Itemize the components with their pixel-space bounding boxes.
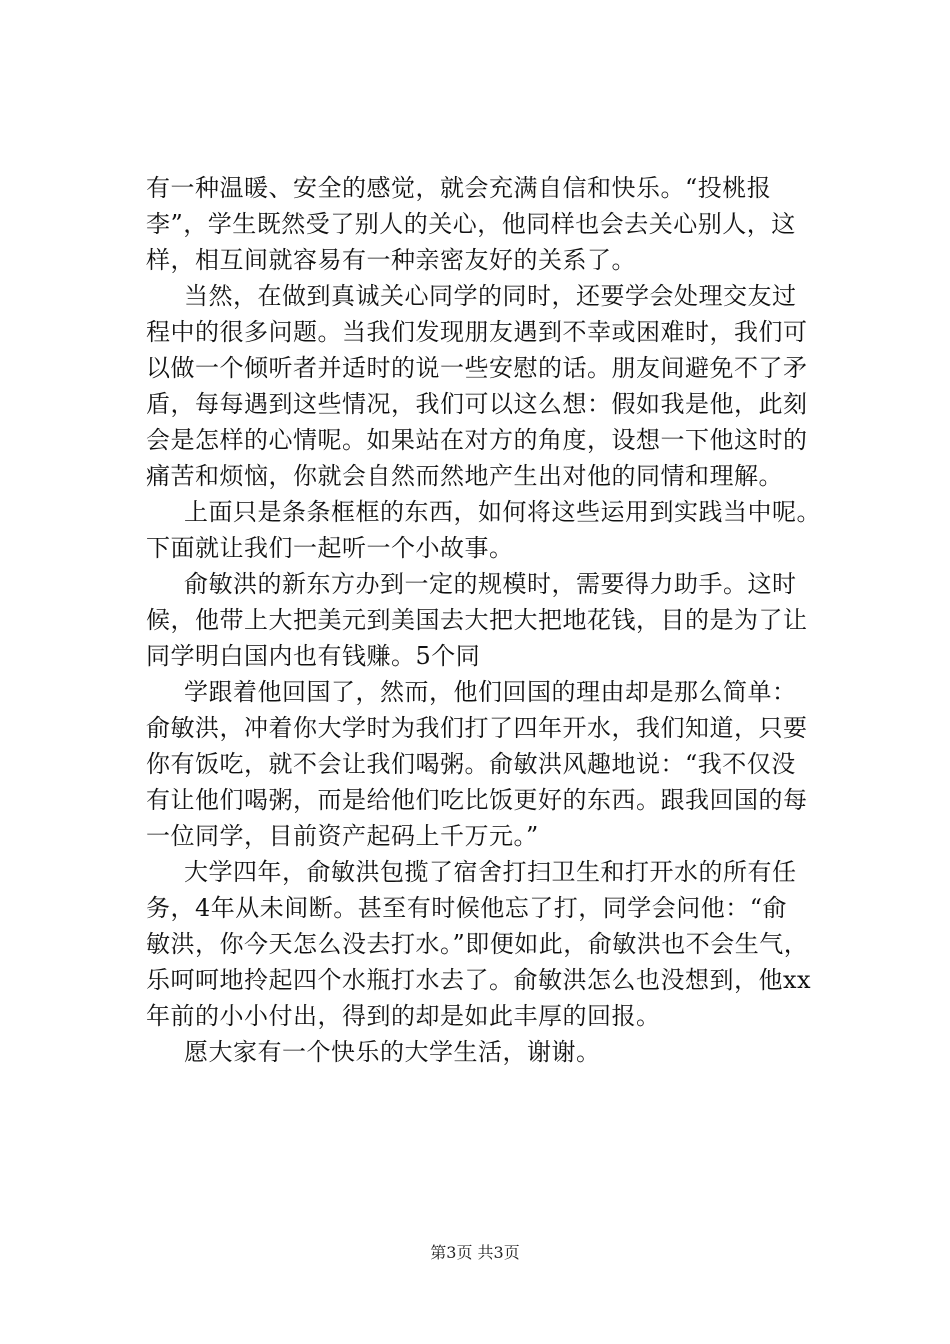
text-line: 上面只是条条框框的东西，如何将这些运用到实践当中呢。 — [184, 498, 821, 526]
page-footer: 第3页 共3页 — [430, 1243, 520, 1262]
text-line: 俞敏洪的新东方办到一定的规模时，需要得力助手。这时 — [184, 570, 797, 598]
body-text — [146, 170, 846, 1070]
text-line: 乐呵呵地拎起四个水瓶打水去了。俞敏洪怎么也没想到，他xx — [146, 966, 812, 994]
text-line: 当然，在做到真诚关心同学的同时，还要学会处理交友过 — [184, 282, 797, 310]
text-line: 下面就让我们一起听一个小故事。 — [146, 534, 514, 562]
text-line: 务，4年从未间断。甚至有时候他忘了打，同学会问他：“俞 — [146, 894, 788, 922]
text-line: 有让他们喝粥，而是给他们吃比饭更好的东西。跟我回国的每 — [146, 786, 808, 814]
text-line: 大学四年，俞敏洪包揽了宿舍打扫卫生和打开水的所有任 — [184, 858, 797, 886]
text-line: 一位同学，目前资产起码上千万元。” — [146, 822, 539, 850]
text-line: 样，相互间就容易有一种亲密友好的关系了。 — [146, 246, 636, 274]
text-line: 程中的很多问题。当我们发现朋友遇到不幸或困难时，我们可 — [146, 318, 808, 346]
text-line: 有一种温暖、安全的感觉，就会充满自信和快乐。“投桃报 — [146, 174, 772, 202]
text-line: 同学明白国内也有钱赚。5个同 — [146, 642, 481, 670]
text-line: 李”，学生既然受了别人的关心，他同样也会去关心别人，这 — [146, 210, 796, 238]
text-line: 盾，每每遇到这些情况，我们可以这么想：假如我是他，此刻 — [146, 390, 808, 418]
text-line: 会是怎样的心情呢。如果站在对方的角度，设想一下他这时的 — [146, 426, 808, 454]
text-line: 你有饭吃，就不会让我们喝粥。俞敏洪风趣地说：“我不仅没 — [146, 750, 796, 778]
text-line: 年前的小小付出，得到的却是如此丰厚的回报。 — [146, 1002, 661, 1030]
text-line: 学跟着他回国了，然而，他们回国的理由却是那么简单： — [184, 678, 797, 706]
text-line: 以做一个倾听者并适时的说一些安慰的话。朋友间避免不了矛 — [146, 354, 808, 382]
text-line: 俞敏洪，冲着你大学时为我们打了四年开水，我们知道，只要 — [146, 714, 808, 742]
text-line: 候，他带上大把美元到美国去大把大把地花钱，目的是为了让 — [146, 606, 808, 634]
text-line: 痛苦和烦恼，你就会自然而然地产生出对他的同情和理解。 — [146, 462, 783, 490]
text-line: 愿大家有一个快乐的大学生活，谢谢。 — [184, 1038, 601, 1066]
text-line: 敏洪，你今天怎么没去打水。”即便如此，俞敏洪也不会生气， — [146, 930, 809, 958]
